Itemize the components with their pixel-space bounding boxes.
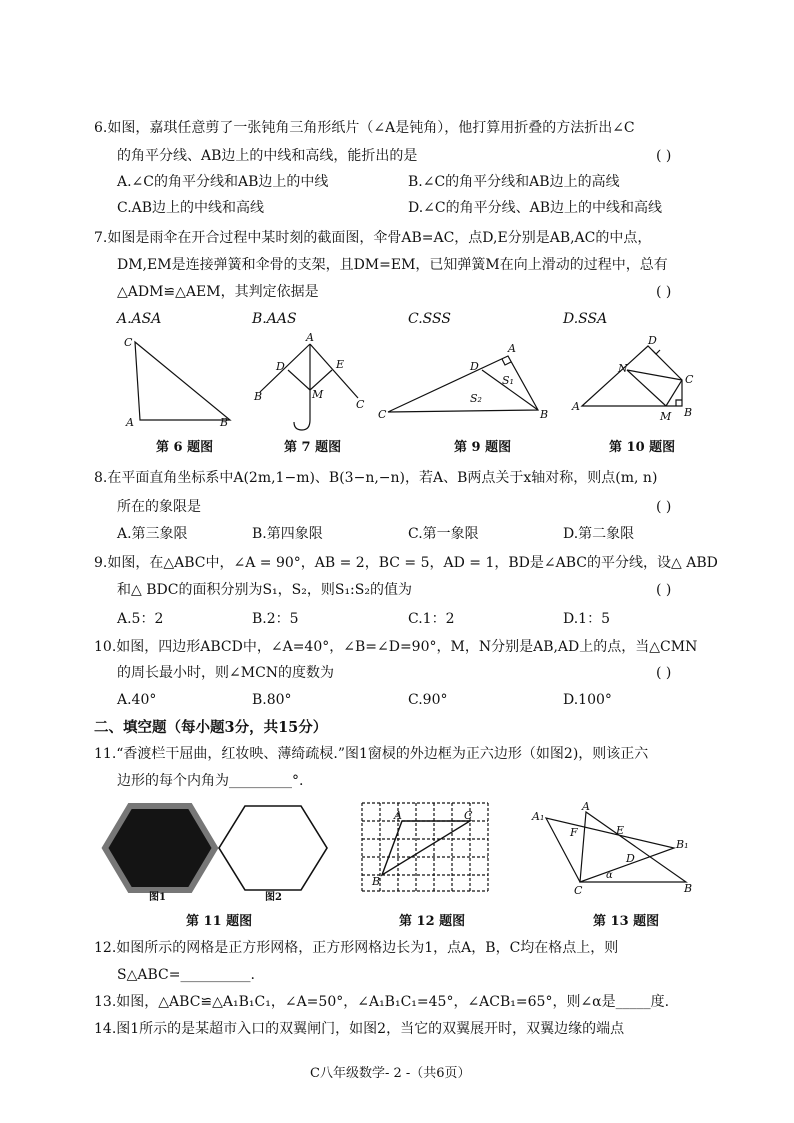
f13-label-b: B (684, 882, 693, 895)
q10-option-b: B.80° (252, 692, 292, 708)
figure-q12 (362, 803, 492, 893)
q8-line2: 所在的象限是 (117, 499, 201, 515)
f7-label-c: C (356, 398, 365, 411)
f13-label-f: F (570, 826, 578, 839)
q7-answer-paren: ( ) (656, 284, 672, 300)
caption-q11: 第 11 题图 (186, 914, 253, 929)
f10-label-c: C (685, 373, 694, 386)
q6-option-c: C.AB边上的中线和高线 (117, 200, 265, 216)
f9-label-d: D (470, 360, 479, 373)
f9-label-s2: S₂ (470, 392, 482, 405)
section-fill-blank-title: 二、填空题（每小题3分，共15分） (94, 719, 328, 736)
f12-label-a: A (394, 809, 402, 822)
f6-label-a: A (126, 416, 134, 429)
f10-label-b: B (684, 406, 693, 419)
f6-label-b: B (220, 416, 229, 429)
f12-label-b: B (372, 875, 381, 888)
q8-option-d: D.第二象限 (563, 526, 635, 542)
q9-option-a: A.5：2 (117, 611, 164, 627)
q9-line2: 和△ BDC的面积分别为S₁，S₂，则S₁:S₂的值为 (117, 582, 412, 598)
q8-option-a: A.第三象限 (117, 526, 188, 542)
caption-q10: 第 10 题图 (609, 440, 676, 455)
q9-option-b: B.2：5 (252, 611, 299, 627)
f9-label-s1: S₁ (502, 374, 514, 387)
f13-label-alpha: α (606, 870, 613, 881)
f13-label-e: E (616, 824, 625, 837)
q7-line1: 7.如图是雨伞在开合过程中某时刻的截面图，伞骨AB=AC，点D,E分别是AB,AC的中点， (94, 230, 652, 246)
figure-q10 (570, 334, 710, 424)
q10-line2: 的周长最小时，则∠MCN的度数为 (117, 665, 335, 681)
q8-answer-paren: ( ) (656, 499, 672, 515)
q8-option-c: C.第一象限 (408, 526, 479, 542)
page-footer: C八年级数学- 2 -（共6页） (310, 1066, 471, 1081)
q10-line1: 10.如图，四边形ABCD中，∠A=40°，∠B=∠D=90°，M，N分别是AB,AD上的点，当△CMN (94, 639, 698, 655)
caption-q7: 第 7 题图 (284, 440, 342, 455)
q10-answer-paren: ( ) (656, 665, 672, 681)
q6-option-b: B.∠C的角平分线和AB边上的高线 (408, 174, 620, 190)
q7-option-b: B.AAS (252, 311, 297, 327)
f13-label-a: A (582, 800, 590, 813)
label-fig2: 图2 (265, 892, 282, 903)
q7-option-d: D.SSA (563, 311, 608, 327)
q9-option-c: C.1：2 (408, 611, 455, 627)
q11-line2: 边形的每个内角为_________°. (117, 773, 304, 789)
q6-answer-paren: ( ) (656, 148, 672, 164)
q8-option-b: B.第四象限 (252, 526, 323, 542)
q9-answer-paren: ( ) (656, 582, 672, 598)
caption-q12: 第 12 题图 (399, 914, 466, 929)
f7-label-e: E (336, 358, 345, 371)
figure-q9 (378, 340, 558, 425)
figure-q6 (120, 332, 240, 432)
f13-label-b1: B₁ (676, 838, 689, 851)
q10-option-d: D.100° (563, 692, 612, 708)
q12-line1: 12.如图所示的网格是正方形网格，正方形网格边长为1，点A，B，C均在格点上，则 (94, 940, 619, 956)
q13-line1: 13.如图，△ABC≌△A₁B₁C₁，∠A=50°，∠A₁B₁C₁=45°，∠ACB₁=65°，则∠α是_____度. (94, 994, 670, 1010)
f9-label-b: B (540, 408, 549, 421)
f7-label-m: M (312, 388, 324, 401)
f12-label-c: C (464, 809, 473, 822)
q10-option-c: C.90° (408, 692, 448, 708)
f13-label-c: C (574, 884, 583, 897)
f9-label-a: A (508, 342, 516, 355)
q7-line2: DM,EM是连接弹簧和伞骨的支架，且DM=EM，已知弹簧M在向上滑动的过程中，总有 (117, 257, 668, 273)
q6-line2: 的角平分线、AB边上的中线和高线，能折出的是 (117, 148, 418, 164)
q7-option-c: C.SSS (408, 311, 451, 327)
caption-q6: 第 6 题图 (156, 440, 214, 455)
q6-option-d: D.∠C的角平分线、AB边上的中线和高线 (408, 200, 663, 216)
q7-line3: △ADM≌△AEM，其判定依据是 (117, 284, 319, 300)
label-fig1: 图1 (149, 892, 166, 903)
figure-q13 (530, 800, 710, 900)
q6-option-a: A.∠C的角平分线和AB边上的中线 (117, 174, 329, 190)
q11-line1: 11.“香渡栏干屈曲，红妆映、薄绮疏棂.”图1窗棂的外边框为正六边形（如图2)，则该正六 (94, 746, 649, 762)
f13-label-d: D (626, 852, 635, 865)
f10-label-a: A (572, 400, 580, 413)
q12-line2: S△ABC=__________. (117, 967, 255, 983)
f13-label-a1: A₁ (532, 810, 545, 823)
figure-q11 (105, 800, 335, 903)
q8-line1: 8.在平面直角坐标系中A(2m,1−m)、B(3−n,−n)，若A、B两点关于x轴对称，则点(m, n) (94, 470, 658, 486)
f10-label-d: D (648, 334, 657, 347)
f10-label-n: N (618, 362, 628, 375)
q6-line1: 6.如图，嘉琪任意剪了一张钝角三角形纸片（∠A是钝角），他打算用折叠的方法折出∠C (94, 120, 635, 136)
f6-label-c: C (124, 336, 133, 349)
q9-option-d: D.1：5 (563, 611, 610, 627)
figure-q7 (250, 330, 370, 430)
f9-label-c: C (378, 408, 387, 421)
f7-label-a: A (306, 331, 314, 344)
q14-line1: 14.图1所示的是某超市入口的双翼闸门，如图2，当它的双翼展开时，双翼边缘的端点 (94, 1021, 625, 1037)
f7-label-b: B (254, 390, 263, 403)
q7-option-a: A.ASA (117, 311, 162, 327)
caption-q13: 第 13 题图 (593, 914, 660, 929)
q9-line1: 9.如图，在△ABC中，∠A = 90°，AB = 2，BC = 5，AD = 1，BD是∠ABC的平分线，设△ ABD (94, 555, 718, 571)
f10-label-m: M (660, 410, 672, 423)
f7-label-d: D (276, 360, 285, 373)
caption-q9: 第 9 题图 (454, 440, 512, 455)
q10-option-a: A.40° (117, 692, 157, 708)
